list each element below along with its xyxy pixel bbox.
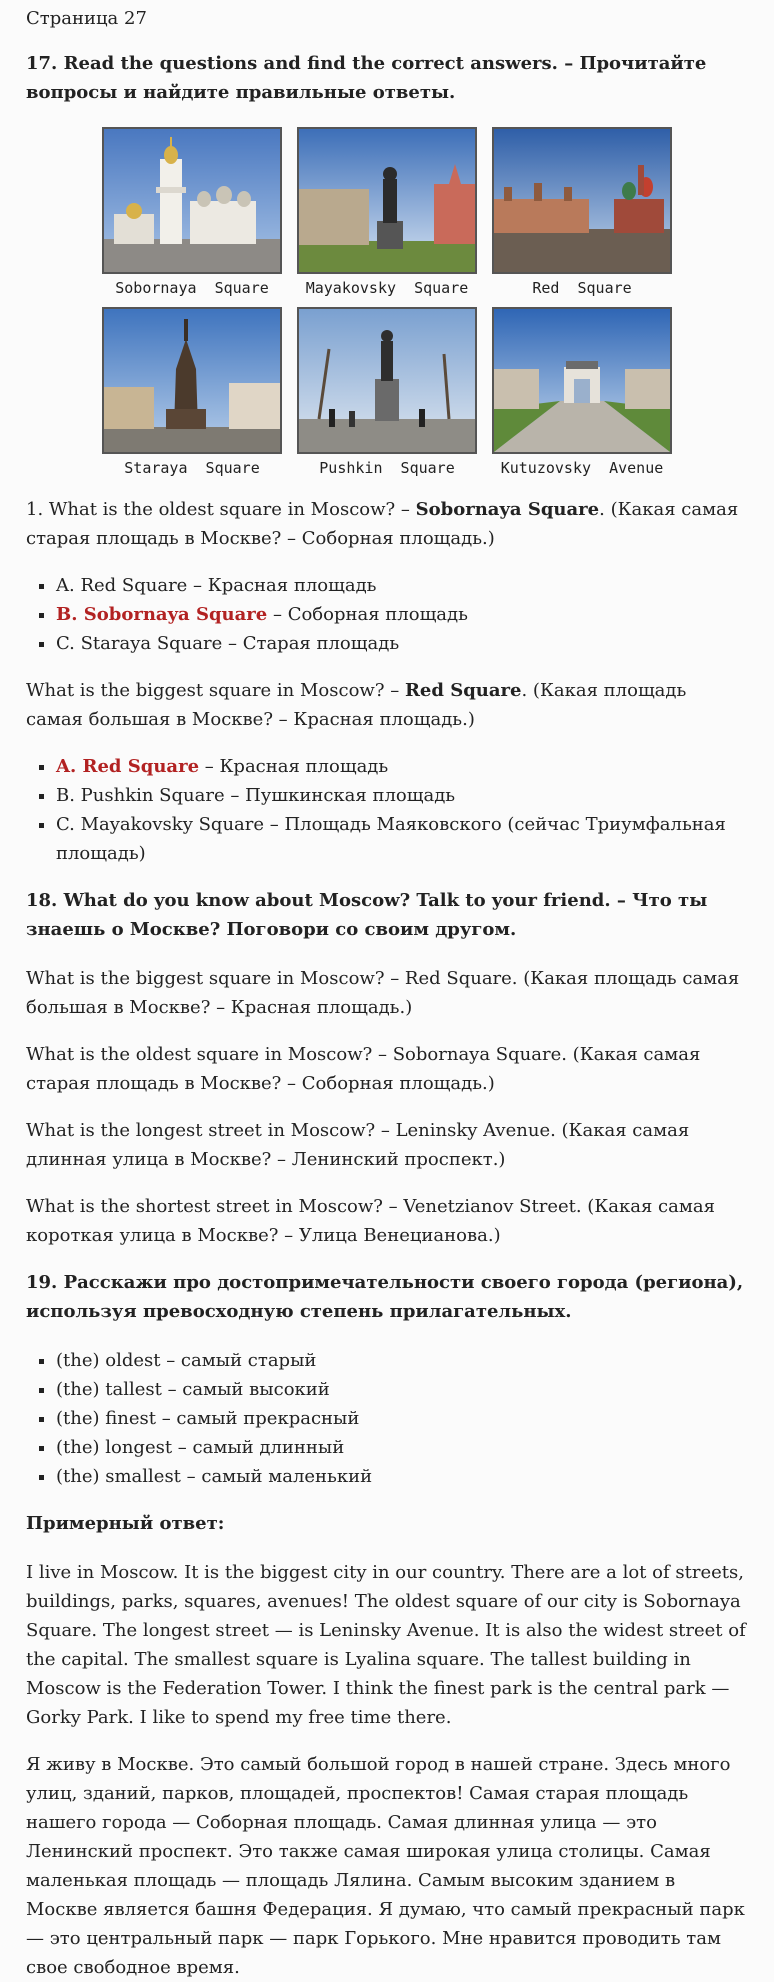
staraya-chapel-photo — [102, 307, 282, 454]
question-2-options — [26, 752, 748, 868]
photo-caption: Pushkin Square — [319, 459, 455, 477]
photo-caption: Staraya Square — [124, 459, 260, 477]
dialog-paragraph: What is the longest street in Moscow? – Leninsky Avenue. (Какая самая длинная улица в Москве? – Ленинский проспект.) — [26, 1120, 690, 1170]
sample-answer-heading: Примерный ответ: — [26, 1513, 225, 1534]
list-item: ▪ (the) finest – самый прекрасный — [56, 1404, 748, 1433]
option-item-correct: ▪ A. Red Square – Красная площадь — [56, 752, 748, 781]
kremlin-cathedral-photo — [102, 127, 282, 274]
list-item: ▪ (the) longest – самый длинный — [56, 1433, 748, 1462]
list-item: ▪ (the) oldest – самый старый — [56, 1346, 748, 1375]
pushkin-monument-photo — [297, 307, 477, 454]
dialog-paragraph: What is the shortest street in Moscow? – Venetzianov Street. (Какая самая короткая улица в Москве? – Улица Венецианова.) — [26, 1196, 715, 1246]
mayakovsky-monument-photo — [297, 127, 477, 274]
sample-answer-english: I live in Moscow. It is the biggest city in our country. There are a lot of streets, buildings, parks, squares, avenues! The oldest square of our city is Sobornaya Square. The longest street — is Leninsky Avenue. It is also the widest street of the capital. The smallest square is Lyalina square. The tallest building in Moscow is the Federation Tower. I think the finest park is the central park — Gorky Park. I like to spend my free time there. — [26, 1562, 746, 1728]
question-1-options — [26, 571, 748, 658]
dialog-paragraph: What is the oldest square in Moscow? – Sobornaya Square. (Какая самая старая площадь в Москве? – Соборная площадь.) — [26, 1044, 701, 1094]
exercise-17-heading: 17. Read the questions and find the correct answers. – Прочитайте вопросы и найдите правильные ответы. — [26, 53, 707, 103]
photo-caption: Mayakovsky Square — [305, 279, 469, 297]
photo-caption: Red Square — [532, 279, 632, 297]
option-item: ▪ C. Staraya Square – Старая площадь — [56, 629, 748, 658]
photo-caption: Kutuzovsky Avenue — [500, 459, 664, 477]
sample-answer-russian: Я живу в Москве. Это самый большой город в нашей стране. Здесь много улиц, зданий, парков, площадей, проспектов! Самая старая площадь нашего города — Соборная площадь. Самая длинная улица — это Ленинский проспект. Это также самая широкая улица столицы. Самая маленькая площадь — площадь Лялина. Самым высоким зданием в Москве является башня Федерация. Я думаю, что самый прекрасный парк — это центральный парк — парк Горького. Мне нравится проводить там свое свободное время. — [26, 1754, 745, 1978]
option-item: ▪ A. Red Square – Красная площадь — [56, 571, 748, 600]
triumphal-arch-photo — [492, 307, 672, 454]
question-2: What is the biggest square in Moscow? – Red Square. (Какая площадь самая большая в Москве? – Красная площадь.) — [26, 680, 687, 730]
option-item: ▪ C. Mayakovsky Square – Площадь Маяковского (сейчас Триумфальная площадь) — [56, 810, 748, 868]
photo-caption: Sobornaya Square — [115, 279, 269, 297]
red-square-photo — [492, 127, 672, 274]
photo-tile-mayakovsky — [297, 127, 477, 303]
photo-gallery — [26, 127, 748, 483]
page-number: Страница 27 — [26, 8, 147, 29]
exercise-19-heading: 19. Расскажи про достопримечательности своего города (региона), используя превосходную степень прилагательных. — [26, 1272, 744, 1322]
adjective-list — [26, 1346, 748, 1491]
photo-tile-pushkin — [297, 307, 477, 483]
option-item-correct: ▪ B. Sobornaya Square – Соборная площадь — [56, 600, 748, 629]
photo-tile-kutuzovsky — [492, 307, 672, 483]
option-item: ▪ B. Pushkin Square – Пушкинская площадь — [56, 781, 748, 810]
photo-tile-staraya — [102, 307, 282, 483]
exercise-18-heading: 18. What do you know about Moscow? Talk to your friend. – Что ты знаешь о Москве? Поговори со своим другом. — [26, 890, 708, 940]
question-1-answer: Sobornaya Square — [415, 499, 600, 520]
photo-tile-sobornaya — [102, 127, 282, 303]
list-item: ▪ (the) smallest – самый маленький — [56, 1462, 748, 1491]
question-2-answer: Red Square — [404, 680, 522, 701]
dialog-paragraph: What is the biggest square in Moscow? – Red Square. (Какая площадь самая большая в Москве? – Красная площадь.) — [26, 968, 740, 1018]
question-1: 1. What is the oldest square in Moscow? – Sobornaya Square. (Какая самая старая площадь в Москве? – Соборная площадь.) — [26, 499, 739, 549]
photo-tile-red-square — [492, 127, 672, 303]
list-item: ▪ (the) tallest – самый высокий — [56, 1375, 748, 1404]
